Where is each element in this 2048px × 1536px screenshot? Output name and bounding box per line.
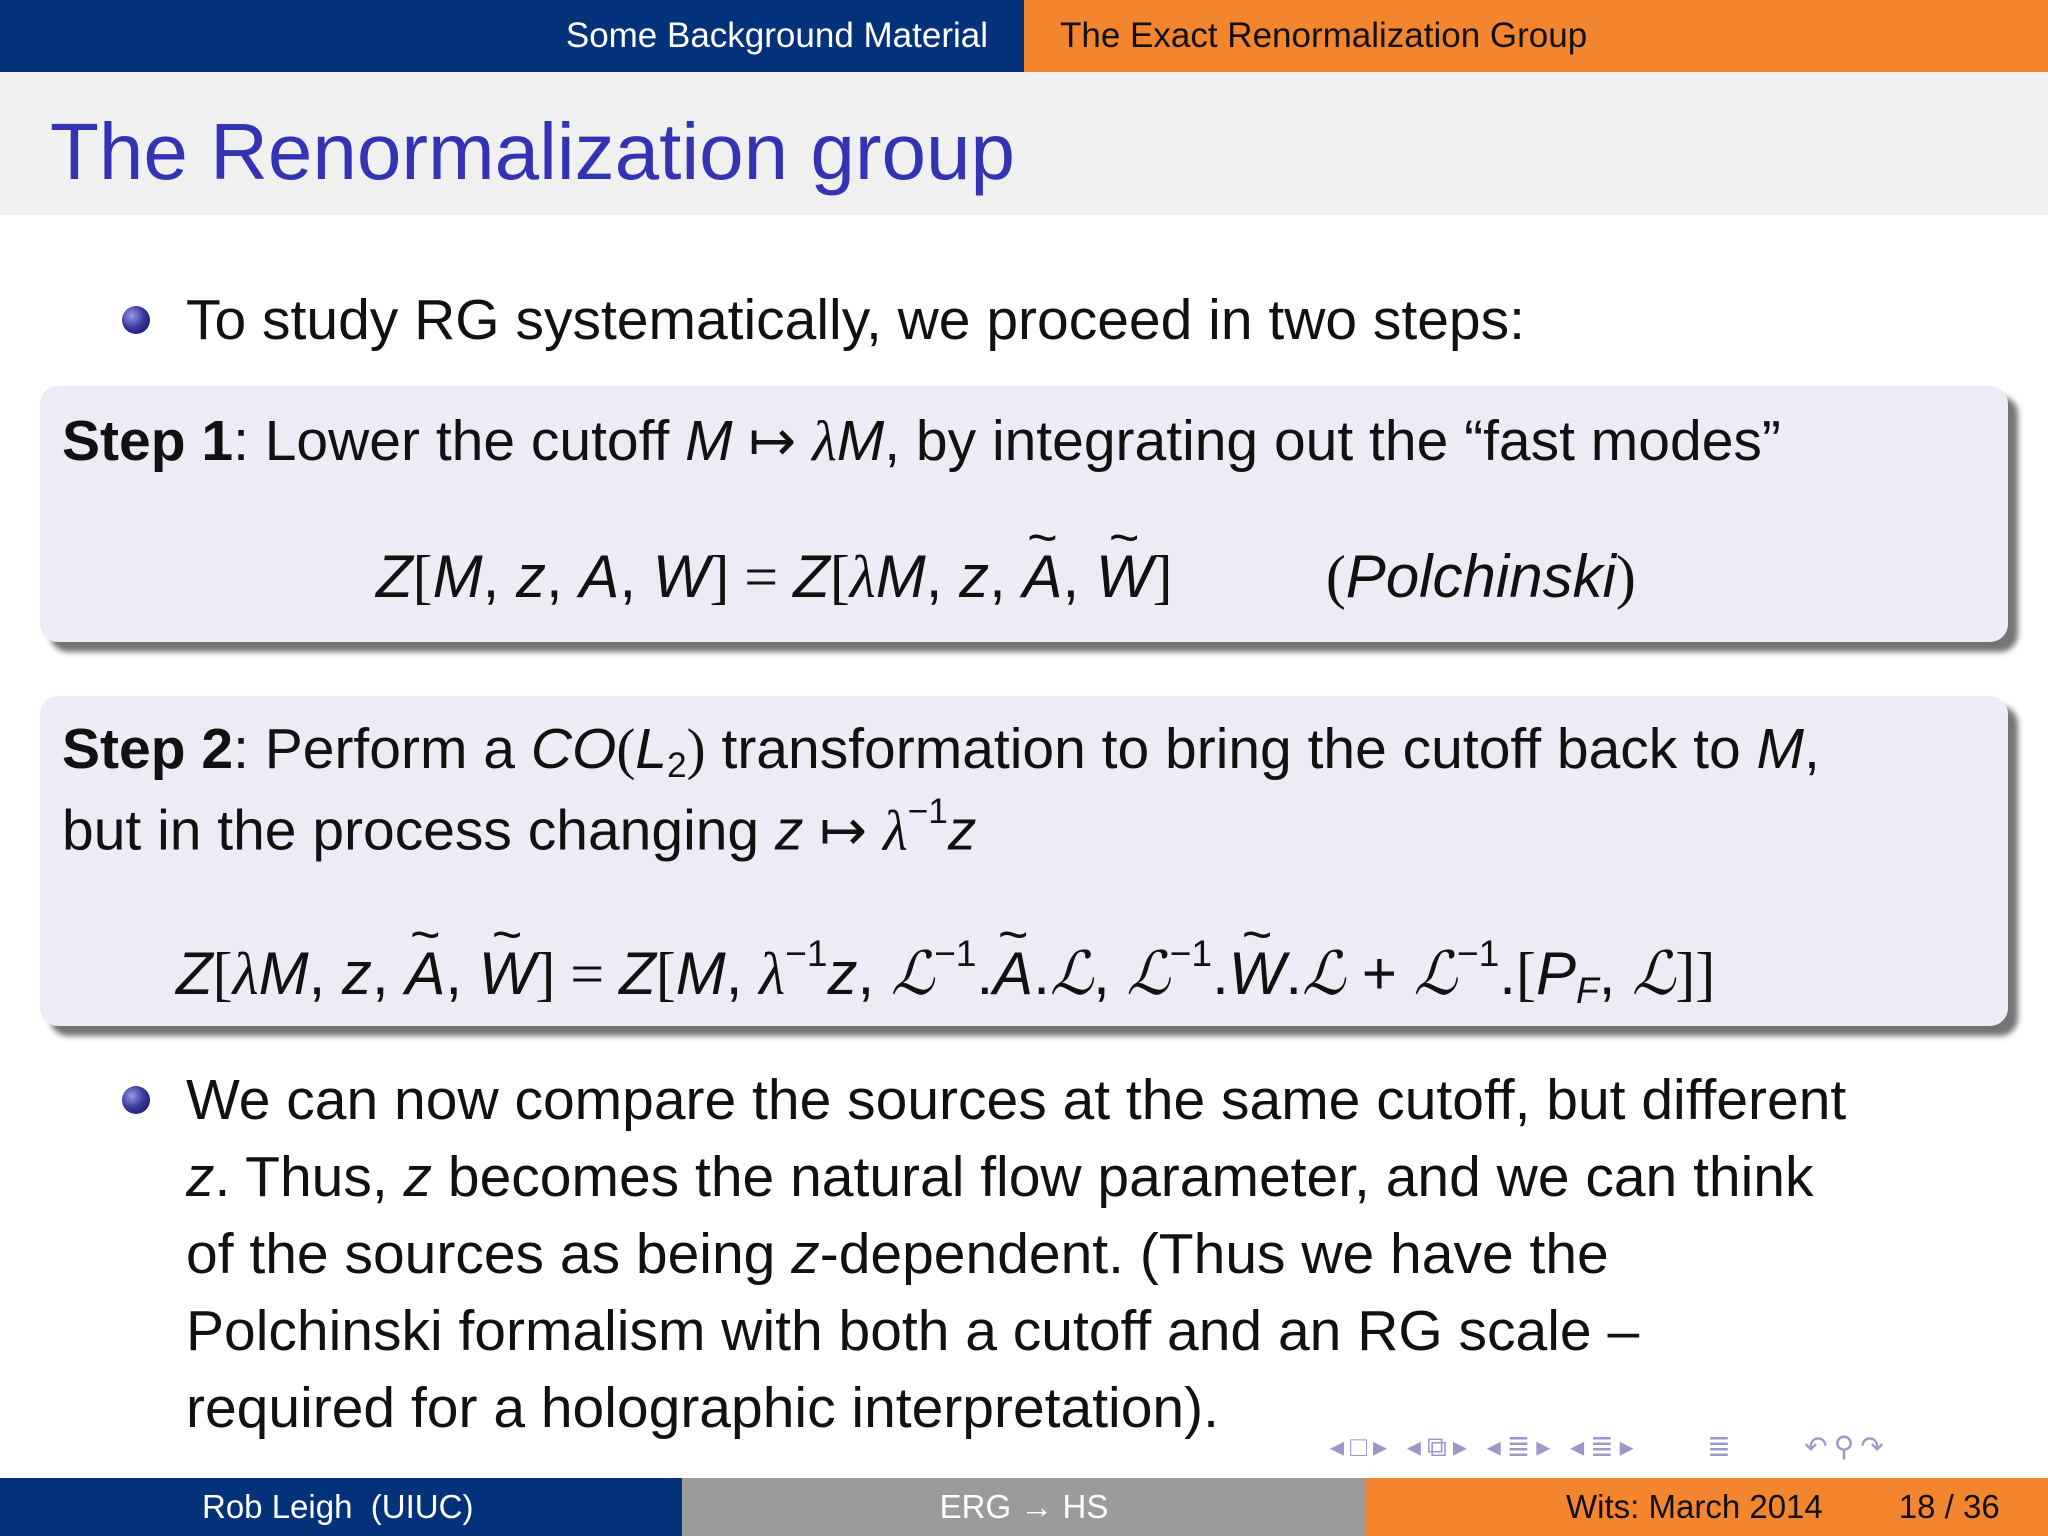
- step1-citation: Polchinski: [1345, 543, 1616, 610]
- section-navigation: [0, 0, 2048, 72]
- step1-block: [40, 386, 2008, 642]
- nav-undo-icon[interactable]: ↶: [1804, 1431, 1834, 1462]
- step2-label: Step 2: [62, 717, 234, 781]
- nav-subsection-icon[interactable]: ⧉: [1426, 1431, 1453, 1462]
- footer-bar: [0, 1478, 2048, 1536]
- step2-statement-line2: but in the process changing z ↦ $\lambda^{-1}z$: [62, 792, 977, 863]
- step2-block: [40, 696, 2008, 1026]
- nav-frame-prev-icon[interactable]: ◂: [1330, 1431, 1351, 1462]
- title-bar: [0, 72, 2048, 215]
- beamer-navigation-controls: [1330, 1430, 1890, 1464]
- bullet-intro: To study RG systematically, we proceed in two steps:: [186, 288, 1525, 352]
- nav-subsection-prev-icon[interactable]: ◂: [1406, 1431, 1427, 1462]
- nav-redo-icon[interactable]: ↷: [1860, 1431, 1890, 1462]
- nav-appendix-icon[interactable]: ≣: [1707, 1431, 1737, 1462]
- nav-section-background-label: Some Background Material: [565, 16, 988, 55]
- nav-frame-next-icon[interactable]: ▸: [1372, 1431, 1394, 1462]
- footer-info: [1366, 1478, 2048, 1536]
- bullet2-line2: z. Thus, z becomes the natural flow parameter, and we can think: [186, 1145, 1814, 1209]
- bullet-conclusion: [186, 1062, 2016, 1447]
- bullet2-line3: of the sources as being z-dependent. (Thus we have the: [186, 1222, 1609, 1286]
- nav-section-icon[interactable]: ≣: [1506, 1431, 1537, 1462]
- footer-venue-date: Wits: March 2014: [1566, 1488, 1823, 1525]
- bullet2-line5: required for a holographic interpretation).: [186, 1376, 1219, 1440]
- nav-document-next-icon[interactable]: ▸: [1619, 1431, 1640, 1462]
- footer-author: Rob Leigh (UIUC): [0, 1478, 682, 1536]
- nav-section-erg-label: The Exact Renormalization Group: [1060, 16, 1588, 55]
- nav-frame-icon[interactable]: □: [1350, 1431, 1373, 1462]
- bullet2-line4: Polchinski formalism with both a cutoff and an RG scale –: [186, 1299, 1640, 1363]
- step1-label: Step 1: [62, 409, 234, 473]
- nav-section-next-icon[interactable]: ▸: [1536, 1431, 1557, 1462]
- step1-text-a: : Lower the cutoff: [233, 409, 686, 473]
- nav-document-icon[interactable]: ≣: [1590, 1431, 1620, 1462]
- bullet-icon: [122, 306, 150, 334]
- nav-document-prev-icon[interactable]: ◂: [1570, 1431, 1591, 1462]
- nav-search-icon[interactable]: ⚲: [1833, 1431, 1861, 1462]
- step1-equation: Z[M, z, A, W] = Z[λM, z, ~ A, ~ W] (Polchinski): [376, 542, 1636, 612]
- nav-section-erg[interactable]: [1024, 0, 2048, 72]
- step2-text-b: transformation to bring the cutoff back to: [705, 717, 1757, 781]
- slide-title: The Renormalization group: [50, 107, 1015, 196]
- step1-statement: Step 1: Lower the cutoff M ↦ λM, by integrating out the “fast modes”: [62, 409, 1781, 473]
- step2-statement-line1: Step 2: Perform a $CO(L_2)$ transformation to bring the cutoff back to M,: [62, 717, 1820, 785]
- step2-text-c: but in the process changing: [62, 798, 775, 863]
- footer-page-number: 18 / 36: [1898, 1488, 2000, 1525]
- step2-equation: Z[λM, z, ~ A, ~ W] = Z[M, $\lambda^{-1}z$, ℒ$^{-1}$.~ A.ℒ, ℒ$^{-1}$.~ W.ℒ + $ℒ^{-1}.[P_F$, ℒ]]: [176, 932, 1715, 1012]
- step1-text-b: , by integrating out the “fast modes”: [884, 409, 1781, 473]
- footer-short-title: ERG → HS: [682, 1478, 1366, 1536]
- nav-subsection-next-icon[interactable]: ▸: [1452, 1431, 1473, 1462]
- bullet2-line1: We can now compare the sources at the same cutoff, but different: [186, 1068, 1847, 1132]
- bullet-icon: [122, 1086, 150, 1114]
- nav-section-prev-icon[interactable]: ◂: [1486, 1431, 1507, 1462]
- nav-section-background[interactable]: [0, 0, 1024, 72]
- step2-text-a: : Perform a: [233, 717, 531, 781]
